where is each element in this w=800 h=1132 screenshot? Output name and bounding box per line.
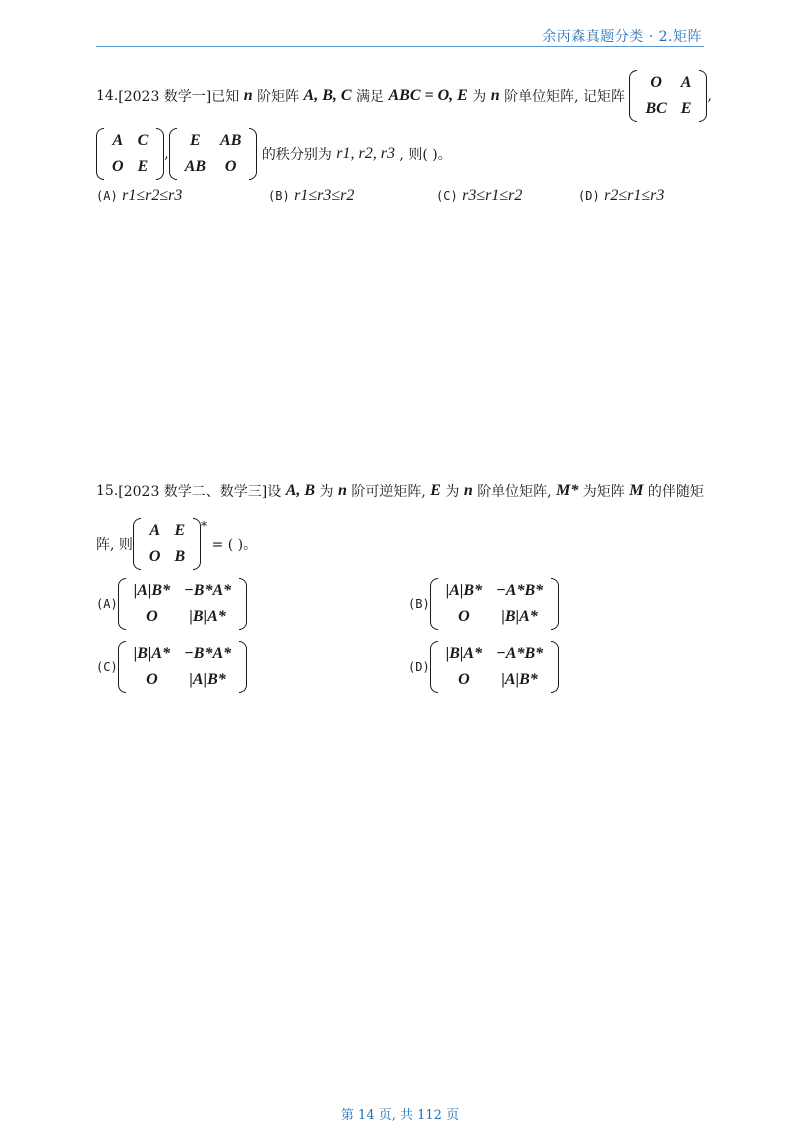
q14-m3-cell: E: [190, 132, 201, 149]
q14-m3-cell: O: [224, 158, 237, 175]
option-cell: |A|B*: [445, 582, 483, 599]
q15-var-e: E: [430, 482, 441, 499]
option-cell: |A|B*: [133, 582, 171, 599]
option-cell: |B|A*: [445, 645, 483, 662]
option-expression: r1≤r2≤r3: [122, 187, 183, 204]
question-15-number: 15.: [96, 483, 119, 499]
q14-m3-cell: AB: [220, 132, 242, 149]
q15-text-b: 为: [319, 484, 334, 500]
q15-vars-ab: A, B: [285, 482, 316, 499]
option-label: (D): [408, 660, 430, 674]
q14-comma-1: ,: [707, 88, 712, 104]
q15-line2-a: 阵, 则: [96, 537, 133, 553]
q14-m2-cell: C: [137, 132, 149, 149]
q14-m1-cell: BC: [645, 100, 667, 117]
q14-option-d[interactable]: [578, 187, 664, 205]
q15-var-n2: n: [463, 482, 473, 499]
question-14-line-2: [96, 128, 452, 180]
option-cell: −B*A*: [184, 645, 232, 662]
q14-text-g: , 则( )。: [399, 147, 452, 163]
q14-matrix-3: [169, 128, 258, 180]
q14-var-n: n: [243, 87, 253, 104]
q14-text-a: 已知: [211, 89, 240, 105]
q14-var-n2: n: [490, 87, 500, 104]
q15-text-f: 为矩阵: [582, 484, 625, 500]
q14-rank-sequence: r1, r2, r3: [336, 145, 395, 162]
option-expression: r3≤r1≤r2: [462, 187, 523, 204]
option-cell: |A|B*: [501, 671, 538, 688]
header-title: 余丙森真题分类 · 2.矩阵: [542, 29, 702, 45]
q14-text-e: 阶单位矩阵, 记矩阵: [504, 89, 625, 105]
question-15-line-2: [96, 518, 257, 570]
option-expression: r2≤r1≤r3: [604, 187, 665, 204]
q15-text-d: 为: [445, 484, 460, 500]
q14-option-c[interactable]: [436, 187, 522, 205]
q15-option-d[interactable]: [408, 641, 559, 693]
q15-var-n: n: [337, 482, 347, 499]
q15-option-b[interactable]: [408, 578, 559, 630]
header-rule: [96, 46, 704, 47]
option-matrix: [430, 641, 559, 693]
q15-adjugate-star: *: [201, 519, 208, 533]
q14-equation: ABC = O, E: [388, 87, 468, 104]
q15-matrix: [133, 518, 201, 570]
q15-option-a[interactable]: [96, 578, 247, 630]
option-label: (A): [96, 189, 118, 203]
option-cell: O: [458, 608, 470, 625]
option-label: (D): [578, 189, 600, 203]
question-14-source: [2023 数学一]: [118, 89, 212, 105]
q15-matrix-cell: B: [174, 548, 186, 565]
q14-text-c: 满足: [356, 89, 385, 105]
q14-m2-cell: E: [137, 158, 149, 175]
option-matrix: [118, 641, 247, 693]
question-14-line-1: [96, 70, 712, 122]
option-label: (B): [268, 189, 290, 203]
option-cell: O: [458, 671, 470, 688]
option-label: (C): [436, 189, 458, 203]
q15-var-m: M: [629, 482, 644, 499]
q14-text-d: 为: [472, 89, 487, 105]
q15-matrix-cell: E: [174, 522, 186, 539]
q14-option-b[interactable]: [268, 187, 354, 205]
q15-matrix-cell: A: [149, 522, 161, 539]
q15-option-c[interactable]: [96, 641, 247, 693]
option-cell: |A|B*: [189, 671, 226, 688]
q14-m1-cell: O: [650, 74, 662, 91]
q15-text-c: 阶可逆矩阵,: [351, 484, 426, 500]
q14-matrix-2: [96, 128, 164, 180]
q14-vars-abc: A, B, C: [303, 87, 352, 104]
q14-m1-cell: E: [680, 100, 692, 117]
option-cell: |B|A*: [133, 645, 171, 662]
q15-matrix-cell: O: [148, 548, 161, 565]
option-cell: −B*A*: [184, 582, 232, 599]
option-label: (C): [96, 660, 118, 674]
option-matrix: [118, 578, 247, 630]
option-matrix: [430, 578, 559, 630]
q14-m1-cell: A: [680, 74, 692, 91]
q14-comma-2: ,: [164, 146, 169, 162]
option-expression: r1≤r3≤r2: [294, 187, 355, 204]
page-footer: 第 14 页, 共 112 页: [340, 1108, 460, 1123]
option-cell: O: [146, 608, 158, 625]
q15-text-e: 阶单位矩阵,: [477, 484, 552, 500]
option-cell: |B|A*: [189, 608, 226, 625]
option-cell: −A*B*: [496, 645, 544, 662]
option-cell: |B|A*: [501, 608, 538, 625]
q14-m2-cell: O: [112, 158, 124, 175]
question-14-number: 14.: [96, 88, 119, 104]
q15-var-mstar: M*: [556, 482, 579, 499]
q14-m3-cell: AB: [184, 158, 207, 175]
q14-text-b: 阶矩阵: [257, 89, 300, 105]
q14-m2-cell: A: [112, 132, 124, 149]
question-15-source: [2023 数学二、数学三]: [118, 484, 268, 500]
q15-text-g: 的伴随矩: [647, 484, 704, 500]
q14-matrix-1: [629, 70, 707, 122]
q14-option-a[interactable]: [96, 187, 182, 205]
option-label: (A): [96, 597, 118, 611]
option-label: (B): [408, 597, 430, 611]
question-15-line-1: [96, 481, 704, 501]
q15-text-a: 设: [267, 484, 282, 500]
option-cell: O: [146, 671, 158, 688]
q15-line2-b: = ( )。: [211, 537, 258, 553]
q14-text-f: 的秩分别为: [261, 147, 332, 163]
option-cell: −A*B*: [496, 582, 544, 599]
